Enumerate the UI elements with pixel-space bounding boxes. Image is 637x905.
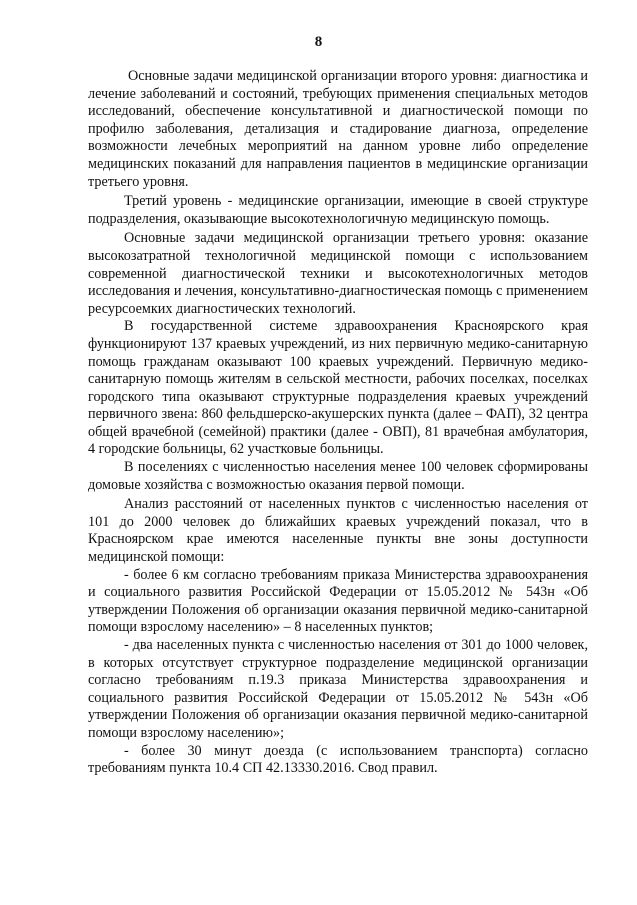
paragraph-second-level-tasks: Основные задачи медицинской организации второго уровня: диагностика и лечение заболеваний и состояний, требующих применения специальных методов исследований, обеспечение консультативной и диагностической помощи по профилю заболевания, детализация и стадирование диагноза, определение возможности лечебных мероприятий на данном уровне либо определение медицинских показаний для направления пациентов в медицинские организации третьего уровня.: [88, 68, 588, 190]
document-body: [88, 68, 588, 778]
list-item-30-minutes: - более 30 минут доезда (с использованием транспорта) согласно требованиям пункта 10.4 СП 42.13330.2016. Свод правил.: [88, 742, 588, 777]
paragraph-krasnoyarsk-system: В государственной системе здравоохранения Красноярского края функционируют 137 краевых учреждений, из них первичную медико-санитарную помощь гражданам оказывают 100 краевых учреждений. Первичную медико-санитарную помощь жителям в сельской местности, рабочих поселках, поселках городского типа оказывают структурные подразделения краевых учреждений первичного звена: 860 фельдшерско-акушерских пункта (далее – ФАП), 32 центра общей врачебной (семейной) практики (далее - ОВП), 81 врачебная амбулатория, 4 городские больницы, 62 участковые больницы.: [88, 318, 588, 458]
page-number: 8: [314, 34, 323, 50]
paragraph-third-level-definition: Третий уровень - медицинские организации, имеющие в своей структуре подразделения, оказывающие высокотехнологичную медицинскую помощь.: [88, 193, 588, 227]
list-item-two-settlements: - два населенных пункта с численностью населения от 301 до 1000 человек, в которых отсутствует структурное подразделение медицинской организации согласно требованиям п.19.3 приказа Министерства здравоохранения и социального развития Российской Федерации от 15.05.2012 № 543н «Об утверждении Положения об организации оказания первичной медико-санитарной помощи взрослому населению»;: [88, 637, 588, 741]
paragraph-small-settlements: В поселениях с численностью населения менее 100 человек сформированы домовые хозяйства с возможностью оказания первой помощи.: [88, 459, 588, 493]
paragraph-distance-analysis: Анализ расстояний от населенных пунктов с численностью населения от 101 до 2000 человек до ближайших краевых учреждений показал, что в Красноярском крае имеются населенные пункты вне зоны доступности медицинской помощи:: [88, 496, 588, 566]
list-item-distance-6km: - более 6 км согласно требованиям приказа Министерства здравоохранения и социального развития Российской Федерации от 15.05.2012 № 543н «Об утверждении Положения об организации оказания первичной медико-санитарной помощи взрослому населению» – 8 населенных пунктов;: [88, 566, 588, 636]
paragraph-third-level-tasks: Основные задачи медицинской организации третьего уровня: оказание высокозатратной технологичной медицинской помощи с использованием современной диагностической техники и высокотехнологичных методов исследования и лечения, консультативно-диагностическая помощь с применением ресурсоемких диагностических технологий.: [88, 230, 588, 317]
